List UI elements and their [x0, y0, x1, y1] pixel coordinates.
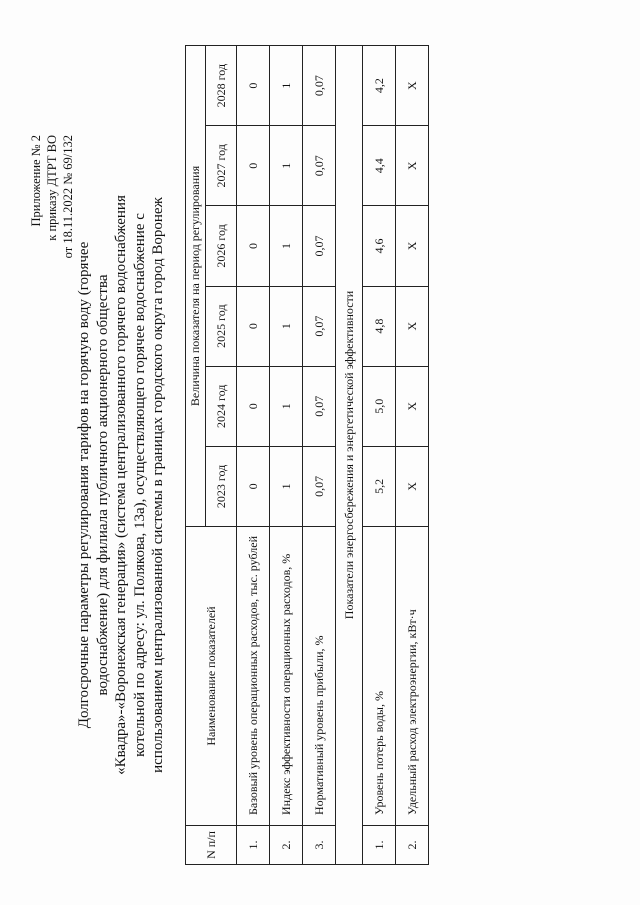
table-row: [303, 46, 336, 865]
cell-value: 1: [270, 366, 303, 446]
row-num: 3.: [303, 826, 336, 865]
cell-value: 4,4: [363, 126, 396, 206]
row-name: Уровень потерь воды, %: [363, 527, 396, 826]
section-title: Показатели энергосбережения и энергетической эффективности: [336, 46, 363, 865]
header-num: N п/п: [186, 826, 237, 865]
cell-value: 4,8: [363, 286, 396, 366]
row-num: 2.: [270, 826, 303, 865]
cell-value: 0,07: [303, 286, 336, 366]
cell-value: 0,07: [303, 366, 336, 446]
header-year: 2025 год: [206, 286, 237, 366]
cell-value: 5,0: [363, 366, 396, 446]
row-name: Удельный расход электроэнергии, кВт·ч: [396, 527, 429, 826]
row-num: 1.: [363, 826, 396, 865]
cell-value: X: [396, 446, 429, 526]
cell-value: 1: [270, 206, 303, 286]
row-num: 2.: [396, 826, 429, 865]
cell-value: 4,2: [363, 46, 396, 126]
header-year: 2026 год: [206, 206, 237, 286]
header-name: Наименование показателей: [186, 527, 237, 826]
appendix-line-1: Приложение № 2: [29, 135, 43, 227]
cell-value: 1: [270, 286, 303, 366]
cell-value: 0,07: [303, 206, 336, 286]
section-row: [336, 46, 363, 865]
header-period: Величина показателя на период регулирования: [186, 46, 206, 527]
appendix-line-2: к приказу ДТРТ ВО: [45, 135, 59, 241]
table-row: [237, 46, 270, 865]
cell-value: 0: [237, 126, 270, 206]
cell-value: X: [396, 286, 429, 366]
parameters-table: [185, 45, 429, 865]
cell-value: 0: [237, 286, 270, 366]
cell-value: 0: [237, 46, 270, 126]
document-title: Долгосрочные параметры регулирования тарифов на горячую воду (горячее водоснабжение) для филиала публичного акционерного общества «Квадра»-«Воронежская генерация» (система централизованного горячего водоснабжения котельной по адресу: ул. Полякова, 13а), осуществляющего горячее водоснабжение с использованием централизованной системы в границах городского округа город Воронеж: [76, 195, 166, 775]
row-name: Нормативный уровень прибыли, %: [303, 527, 336, 826]
cell-value: 1: [270, 126, 303, 206]
header-year: 2024 год: [206, 366, 237, 446]
header-year: 2027 год: [206, 126, 237, 206]
cell-value: 0,07: [303, 446, 336, 526]
table-row: [270, 46, 303, 865]
cell-value: X: [396, 126, 429, 206]
cell-value: 0: [237, 366, 270, 446]
row-name: Базовый уровень операционных расходов, тыс. рублей: [237, 527, 270, 826]
cell-value: 1: [270, 46, 303, 126]
appendix-header: [28, 135, 76, 258]
cell-value: X: [396, 46, 429, 126]
cell-value: X: [396, 366, 429, 446]
cell-value: 0: [237, 446, 270, 526]
cell-value: 0,07: [303, 46, 336, 126]
table-row: [363, 46, 396, 865]
row-num: 1.: [237, 826, 270, 865]
cell-value: 1: [270, 446, 303, 526]
cell-value: X: [396, 206, 429, 286]
table-row: [396, 46, 429, 865]
header-year: 2023 год: [206, 446, 237, 526]
cell-value: 4,6: [363, 206, 396, 286]
cell-value: 5,2: [363, 446, 396, 526]
header-year: 2028 год: [206, 46, 237, 126]
cell-value: 0: [237, 206, 270, 286]
appendix-line-3: от 18.11.2022 № 69/132: [61, 135, 75, 259]
cell-value: 0,07: [303, 126, 336, 206]
row-name: Индекс эффективности операционных расходов, %: [270, 527, 303, 826]
